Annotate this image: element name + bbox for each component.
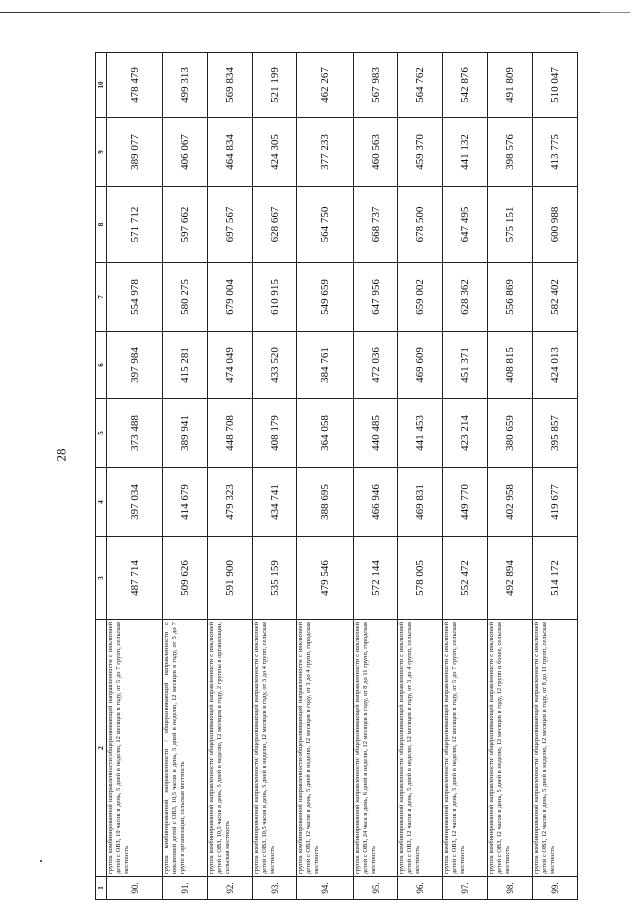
table-row (488, 53, 533, 900)
value-cell: 564 750 (297, 187, 354, 263)
value-cell: 564 762 (398, 53, 443, 118)
value-cell: 567 983 (354, 53, 398, 118)
row-number: 95. (354, 877, 398, 900)
row-number: 94. (297, 877, 354, 900)
value-cell: 377 233 (297, 118, 354, 187)
value-cell: 441 453 (398, 399, 443, 468)
value-cell: 628 667 (253, 187, 297, 263)
value-cell: 423 214 (443, 399, 488, 468)
value-cell: 554 978 (107, 263, 163, 332)
scan-speck (40, 860, 42, 862)
value-cell: 659 002 (398, 263, 443, 332)
value-cell: 492 894 (488, 537, 533, 620)
table-row (253, 53, 297, 900)
value-cell: 474 049 (208, 332, 253, 399)
value-cell: 479 323 (208, 468, 253, 537)
group-description: группа комбинированной направленности/ общеразвивающей направленности с инклюзией детей с ОВЗ, 24 часа в день, 6 дней в неделю, 12 месяцев в году, от 8 до 11 групп, городская местность (354, 620, 398, 877)
group-description: группа комбинированной направленности / общеразвивающей направленности с инклюзией детей с ОВЗ, 10,5 часов в день, 5 дней в неделю, 12 месяцев в году, от 5 до 7 групп в организации, сельская местность (163, 620, 208, 877)
column-header: 3 (96, 537, 107, 620)
value-cell: 556 869 (488, 263, 533, 332)
value-cell: 388 695 (297, 468, 354, 537)
rotated-table-container (95, 53, 577, 900)
value-cell: 580 275 (163, 263, 208, 332)
value-cell: 419 677 (533, 468, 578, 537)
value-cell: 569 834 (208, 53, 253, 118)
value-cell: 499 313 (163, 53, 208, 118)
table-row (163, 53, 208, 900)
header-row (96, 53, 107, 900)
group-description: группа комбинированной направленности/ общеразвивающей направленности с инклюзией детей с ОВЗ, 12 часов в день, 5 дней в неделю, 12 месяцев в году, от 3 до 4 групп, сельская местность (398, 620, 443, 877)
value-cell: 679 004 (208, 263, 253, 332)
value-cell: 668 737 (354, 187, 398, 263)
group-description: группа комбинированной направленности/ общеразвивающей направленности с инклюзией детей с ОВЗ, 12 часов в день, 5 дней в неделю, 12 месяцев в году, 12 групп и более, сельская местность (488, 620, 533, 877)
value-cell: 434 741 (253, 468, 297, 537)
value-cell: 469 609 (398, 332, 443, 399)
value-cell: 510 047 (533, 53, 578, 118)
value-cell: 571 712 (107, 187, 163, 263)
table-row (208, 53, 253, 900)
column-header: 10 (96, 53, 107, 118)
value-cell: 487 714 (107, 537, 163, 620)
value-cell: 610 915 (253, 263, 297, 332)
value-cell: 451 371 (443, 332, 488, 399)
value-cell: 597 662 (163, 187, 208, 263)
page-number: 28 (53, 448, 69, 462)
table-row (107, 53, 163, 900)
value-cell: 424 305 (253, 118, 297, 187)
value-cell: 398 576 (488, 118, 533, 187)
row-number: 92. (208, 877, 253, 900)
value-cell: 466 946 (354, 468, 398, 537)
table-row (297, 53, 354, 900)
value-cell: 478 479 (107, 53, 163, 118)
value-cell: 697 567 (208, 187, 253, 263)
value-cell: 397 984 (107, 332, 163, 399)
value-cell: 472 036 (354, 332, 398, 399)
value-cell: 460 563 (354, 118, 398, 187)
value-cell: 600 988 (533, 187, 578, 263)
value-cell: 384 761 (297, 332, 354, 399)
value-cell: 389 941 (163, 399, 208, 468)
column-header: 8 (96, 187, 107, 263)
value-cell: 373 488 (107, 399, 163, 468)
value-cell: 575 151 (488, 187, 533, 263)
value-cell: 449 770 (443, 468, 488, 537)
top-rule (0, 12, 600, 13)
value-cell: 414 679 (163, 468, 208, 537)
value-cell: 462 267 (297, 53, 354, 118)
row-number: 90. (107, 877, 163, 900)
value-cell: 535 159 (253, 537, 297, 620)
value-cell: 397 034 (107, 468, 163, 537)
value-cell: 509 626 (163, 537, 208, 620)
column-header: 4 (96, 468, 107, 537)
value-cell: 514 172 (533, 537, 578, 620)
value-cell: 491 809 (488, 53, 533, 118)
group-description: группа комбинированной направленности/ общеразвивающей направленности с инклюзией детей с ОВЗ, 12 часов в день, 5 дней в неделю, 12 месяцев в году, от 5 до 7 групп, сельская местность (443, 620, 488, 877)
row-number: 93. (253, 877, 297, 900)
value-cell: 448 708 (208, 399, 253, 468)
value-cell: 552 472 (443, 537, 488, 620)
value-cell: 413 775 (533, 118, 578, 187)
value-cell: 591 900 (208, 537, 253, 620)
value-cell: 549 659 (297, 263, 354, 332)
value-cell: 647 495 (443, 187, 488, 263)
value-cell: 542 876 (443, 53, 488, 118)
column-header: 2 (96, 620, 107, 877)
value-cell: 424 013 (533, 332, 578, 399)
cost-table (95, 52, 578, 900)
value-cell: 572 144 (354, 537, 398, 620)
value-cell: 402 958 (488, 468, 533, 537)
value-cell: 628 362 (443, 263, 488, 332)
value-cell: 647 956 (354, 263, 398, 332)
table-row (533, 53, 578, 900)
top-rule-fragment (600, 12, 630, 13)
row-number: 91. (163, 877, 208, 900)
value-cell: 389 077 (107, 118, 163, 187)
column-header: 5 (96, 399, 107, 468)
table-row (354, 53, 398, 900)
value-cell: 678 500 (398, 187, 443, 263)
table-row (443, 53, 488, 900)
value-cell: 582 402 (533, 263, 578, 332)
value-cell: 440 485 (354, 399, 398, 468)
value-cell: 380 659 (488, 399, 533, 468)
row-number: 97. (443, 877, 488, 900)
value-cell: 479 546 (297, 537, 354, 620)
value-cell: 464 834 (208, 118, 253, 187)
column-header: 1 (96, 877, 107, 900)
row-number: 96. (398, 877, 443, 900)
value-cell: 521 199 (253, 53, 297, 118)
value-cell: 395 857 (533, 399, 578, 468)
group-description: группа комбинированной направленности/ общеразвивающей направленности с инклюзией детей с ОВЗ, 12 часов в день, 5 дней в неделю, 12 месяцев в году, от 8 до 11 групп, сельская местность (533, 620, 578, 877)
value-cell: 364 058 (297, 399, 354, 468)
value-cell: 408 815 (488, 332, 533, 399)
value-cell: 408 179 (253, 399, 297, 468)
row-number: 99. (533, 877, 578, 900)
value-cell: 406 067 (163, 118, 208, 187)
value-cell: 459 370 (398, 118, 443, 187)
column-header: 9 (96, 118, 107, 187)
group-description: группа комбинированной направленности/общеразвивающей направленности с инклюзией детей с ОВЗ, 12 часов в день, 5 дней в неделю, 12 месяцев в году, от 3 до 4 групп, городская местность (297, 620, 354, 877)
value-cell: 469 831 (398, 468, 443, 537)
value-cell: 441 132 (443, 118, 488, 187)
group-description: группа комбинированной направленности/общеразвивающей направленности с инклюзией детей с ОВЗ, 10 часов в день, 5 дней в неделю, 12 месяцев в году, от 5 до 7 групп, сельская местность (107, 620, 163, 877)
column-header: 6 (96, 332, 107, 399)
column-header: 7 (96, 263, 107, 332)
row-number: 98. (488, 877, 533, 900)
value-cell: 578 005 (398, 537, 443, 620)
table-row (398, 53, 443, 900)
group-description: группа комбинированной направленности/ общеразвивающей направленности с инклюзией детей с ОВЗ, 10,5 часов в день, 5 дней в неделю, 12 месяцев в году, 2 группы в организации, сельская местность (208, 620, 253, 877)
group-description: группа комбинированной направленности/ общеразвивающей направленности с инклюзией детей с ОВЗ, 10,5 часов в день, 5 дней в неделю, 12 месяцев в году, от 3 до 4 групп, сельская местность (253, 620, 297, 877)
value-cell: 415 281 (163, 332, 208, 399)
value-cell: 433 520 (253, 332, 297, 399)
